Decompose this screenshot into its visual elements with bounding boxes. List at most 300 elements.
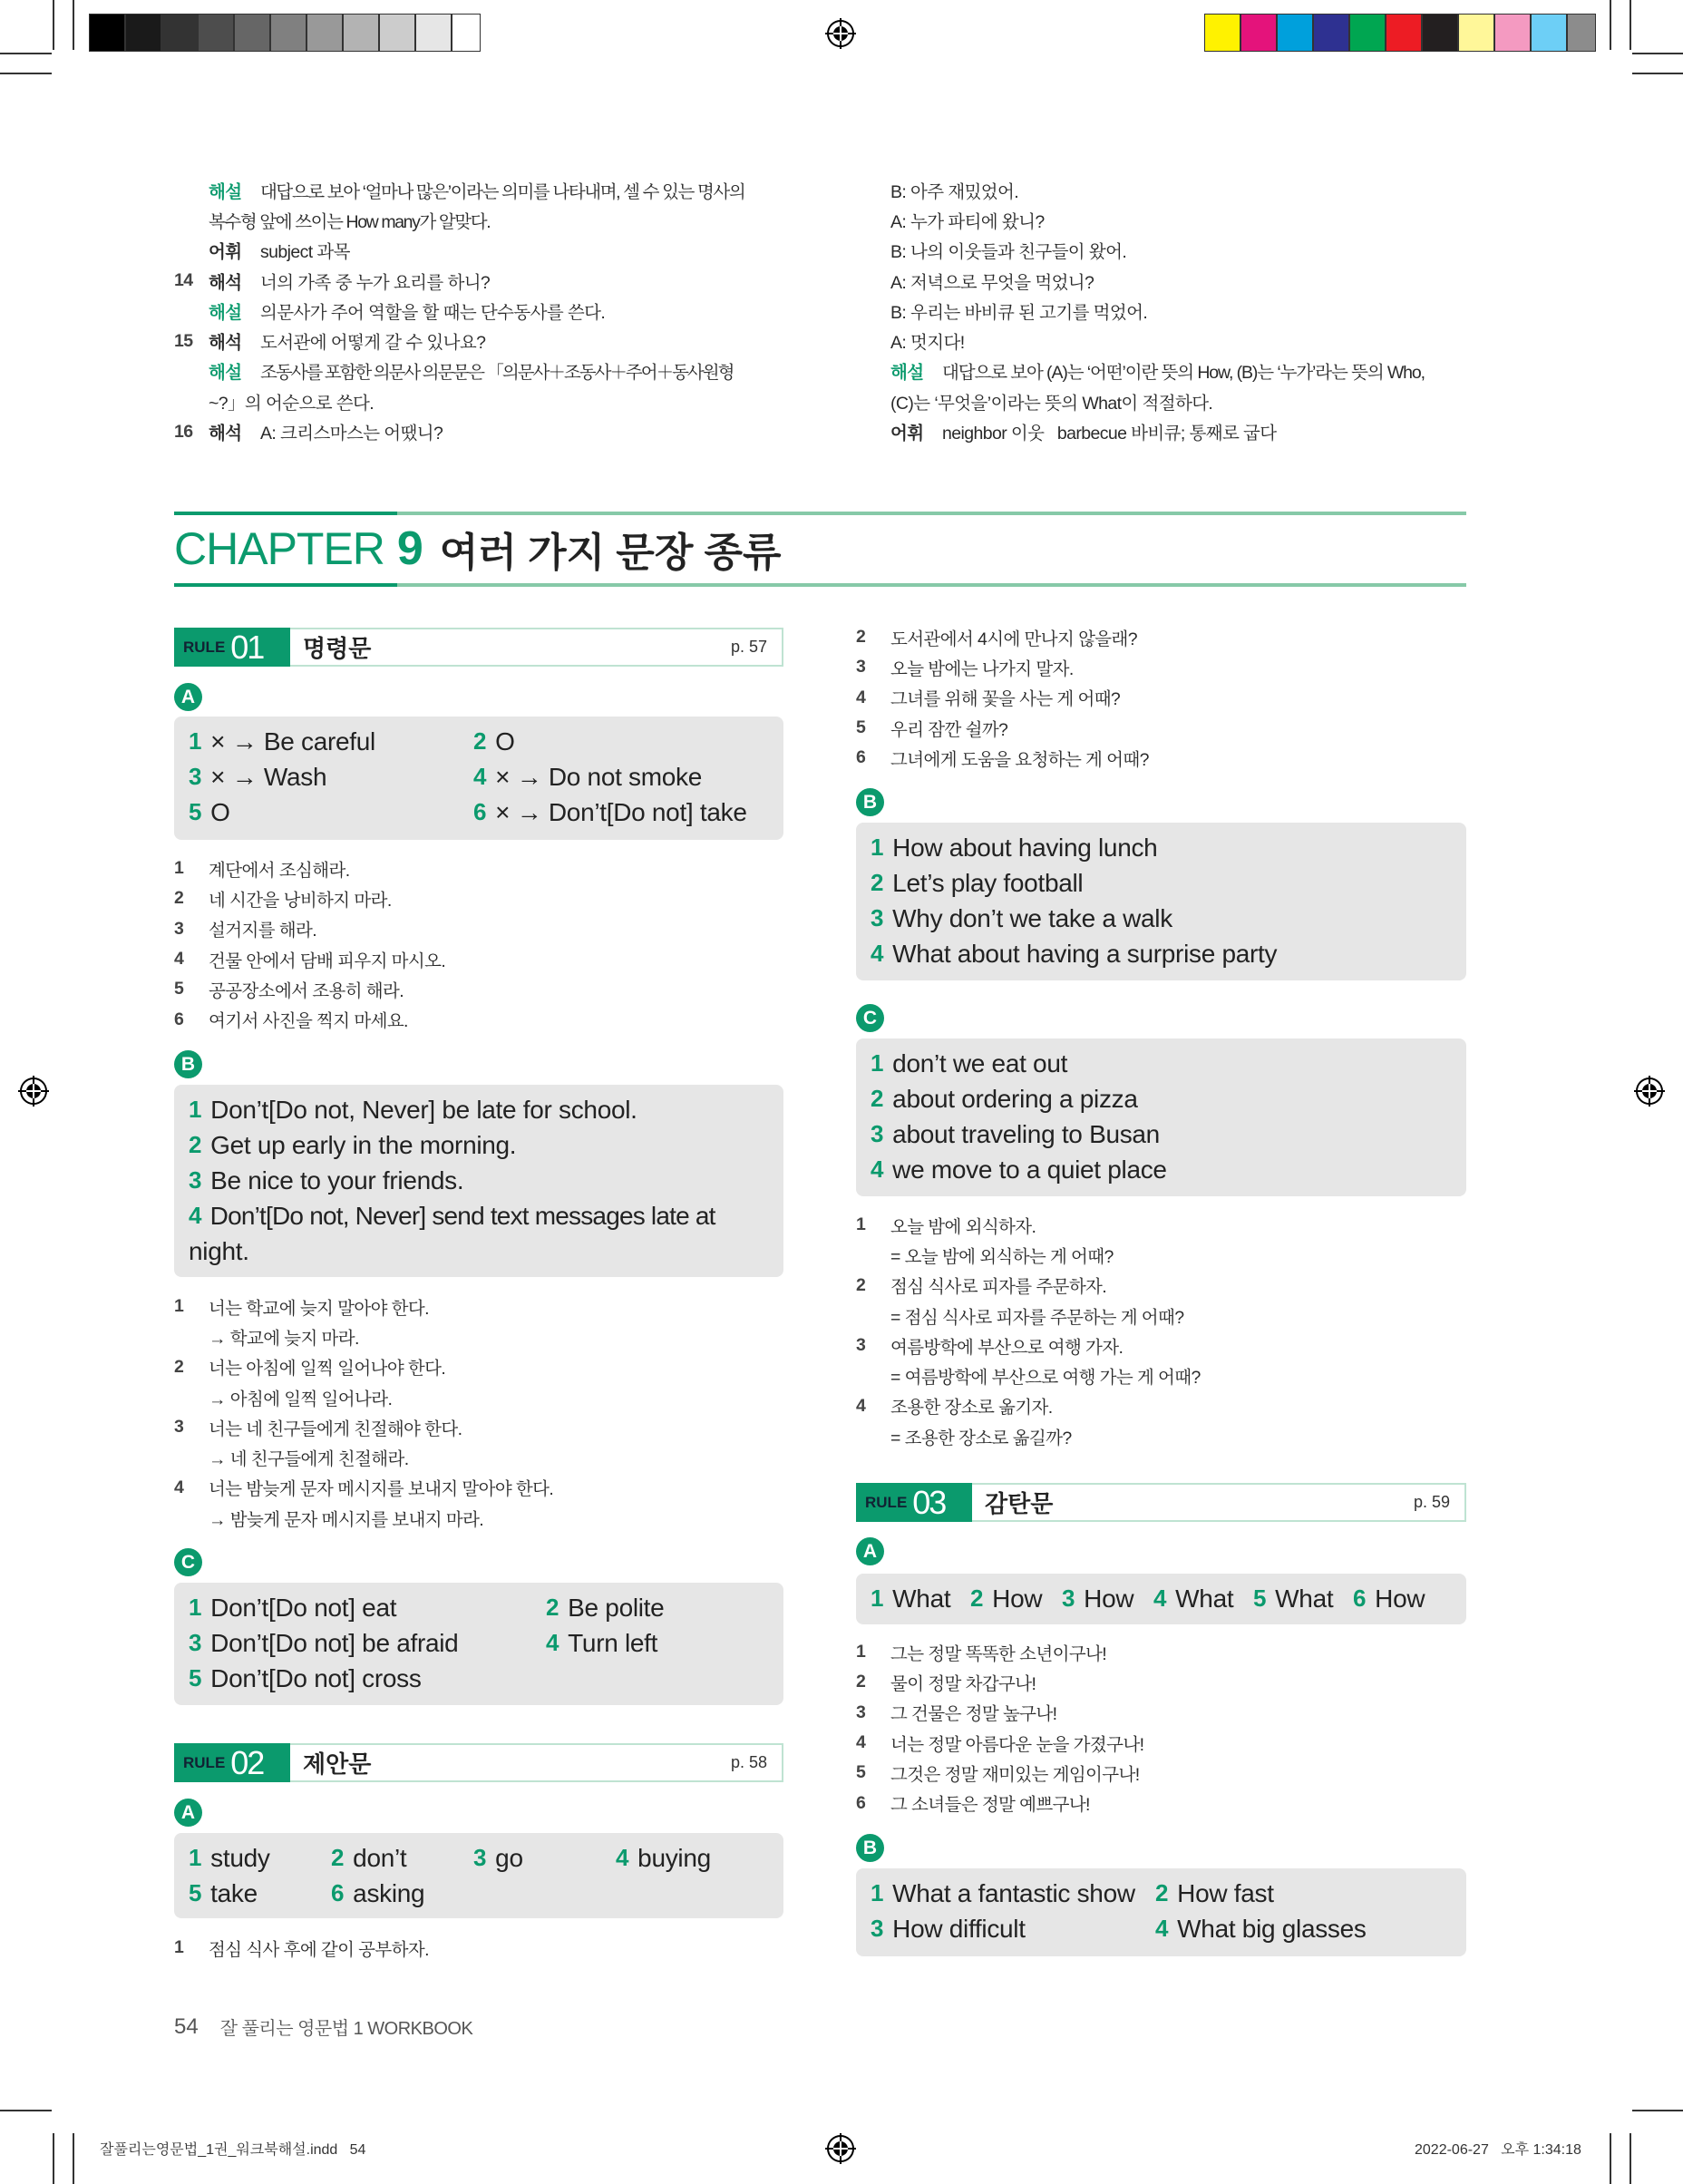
answer-number: 3 [871,1915,884,1942]
answer-text: buying [637,1843,711,1872]
answer-text: × → Don’t[Do not] take [495,797,747,826]
answer-row [871,1911,1452,1946]
answer-row [189,759,769,795]
chapter-word: CHAPTER [174,523,384,574]
rule-label: RULE [183,638,226,656]
translation: 계단에서 조심해라. [209,860,350,881]
line [890,356,1616,386]
item-number: 2 [856,627,866,648]
translation: 너는 정말 아름다운 눈을 가졌구나! [890,1734,1144,1755]
list-item [856,683,1149,713]
answer-text: What big glasses [1177,1914,1367,1943]
answer-box [856,823,1466,980]
item-number: 4 [856,1395,866,1416]
rule-number: 02 [230,1743,264,1781]
answer-number: 4 [546,1629,559,1656]
rule-title: 감탄문 [985,1490,1054,1517]
item-number: 15 [174,330,193,351]
rule-tag [174,1743,290,1782]
answer-text: How fast [1177,1878,1274,1907]
answer-text: take [210,1878,258,1907]
text: 도서관에 어떻게 갈 수 있나요? [260,333,486,354]
translation: 여름방학에 부산으로 여행 가자. [890,1337,1124,1358]
answer-number: 2 [189,1131,202,1158]
translation: 너는 네 친구들에게 친절해야 한다. [209,1419,462,1439]
answer-text: Let’s play football [892,868,1084,897]
translation: 그 소녀들은 정말 예쁘구나! [890,1795,1090,1816]
translation-list [856,1637,1143,1818]
list-item [174,1292,553,1321]
answer-row [871,1046,1452,1081]
answer-text: don’t [353,1843,407,1872]
answer-number: 2 [871,1085,884,1112]
answer-number: 1 [871,1879,884,1906]
answer-row [871,1081,1452,1116]
swatch [306,14,343,52]
answer-text: Don’t[Do not] be afraid [210,1628,459,1657]
label: 해설 [209,363,242,384]
text: A: 누가 파티에 왔니? [890,211,1045,232]
answer-text: asking [353,1878,425,1907]
answer-text: Why don’t we take a walk [892,903,1172,932]
answer-number: 2 [331,1844,345,1871]
line [174,386,845,416]
translation: 그 건물은 정말 높구나! [890,1704,1057,1725]
text: 조동사를 포함한 의문사 의문문은 「의문사＋조동사＋주어＋동사원형 [260,363,734,384]
answer-row [189,1661,769,1696]
line [174,416,845,446]
translation-rewrite: → 밤늦게 문자 메시지를 보내지 마라. [209,1509,484,1530]
answer-text: What about having a surprise party [892,939,1278,968]
swatch [161,14,198,52]
answer-number: 4 [616,1844,629,1871]
answer-text: Don’t[Do not, Never] send text messages late at [209,1201,715,1230]
label: 해설 [209,302,242,323]
answer-row [871,865,1452,901]
answer-text: Turn left [568,1628,658,1657]
answer-row [189,1092,769,1127]
crop-mark [0,73,52,74]
translation-rewrite: = 점심 식사로 피자를 주문하는 게 어때? [890,1307,1184,1328]
list-item [856,1637,1143,1667]
answer-text: Get up early in the morning. [210,1130,517,1159]
text: 대답으로 보아 ‘얼마나 많은’이라는 의미를 나타내며, 셀 수 있는 명사의 [260,181,745,202]
crop-mark [1629,0,1631,50]
answer-number: 1 [189,1594,202,1621]
answer-box [174,1583,783,1705]
line [174,326,845,356]
text: ~?」의 어순으로 쓴다. [209,393,375,414]
label: 어휘 [209,242,242,263]
label: 해석 [209,333,242,354]
answer-text: we move to a quiet place [892,1155,1167,1184]
item-number: 1 [174,1937,184,1958]
label: 해설 [890,363,924,384]
list-item [174,1321,553,1351]
item-number: 3 [856,657,866,678]
item-number: 3 [174,918,184,939]
text: A: 멋지다! [890,333,965,354]
page-footer [174,2013,472,2040]
answer-text: O [495,726,515,756]
crop-mark [1610,0,1611,50]
answer-number: 6 [331,1879,345,1906]
translation: 네 시간을 낭비하지 마라. [209,890,392,911]
crop-mark [0,53,52,54]
answer-text: night. [189,1236,249,1265]
section-b-badge: B [856,788,884,816]
item-number: 3 [856,1335,866,1356]
item-number: 4 [174,949,184,970]
list-item [174,1933,429,1963]
list-item [174,914,445,944]
translation-list [174,1292,553,1533]
item-number: 6 [856,747,866,768]
line [890,236,1616,266]
line [890,266,1616,296]
answer-row [871,1581,1452,1616]
answer-text: O [210,797,230,826]
swatch [1531,14,1567,52]
answer-number: 3 [871,1120,884,1147]
list-item [856,1210,1201,1240]
translation: 도서관에서 4시에 만나지 않을래? [890,629,1138,649]
page-reference: p. 58 [730,1753,767,1771]
rule-01-header [174,628,783,667]
crop-mark [73,0,74,50]
translation: 우리 잠깐 쉴까? [890,719,1008,740]
swatch [270,14,306,52]
answer-text: study [210,1843,270,1872]
answer-row [189,1127,769,1163]
translation: 그는 정말 똑똑한 소년이구나! [890,1643,1107,1664]
answer-number: 5 [1253,1584,1267,1612]
page-reference: p. 57 [730,638,767,656]
translation-list [856,622,1149,773]
crop-mark [1610,2133,1611,2184]
translation: 오늘 밤에 외식하자. [890,1216,1036,1237]
item-number: 1 [856,1214,866,1235]
answer-number: 3 [189,763,202,790]
answer-text: Be nice to your friends. [210,1165,464,1194]
answer-number: 4 [189,1202,201,1229]
answer-number: 2 [473,727,487,755]
swatch [1204,14,1240,52]
answer-text: × → Wash [210,762,327,791]
list-item [856,1240,1201,1270]
section-a-badge: A [174,1799,202,1827]
answer-text: How [1084,1584,1134,1613]
item-number: 5 [856,1762,866,1783]
registration-mark-icon [825,2133,856,2164]
answer-box [856,1868,1466,1956]
list-item [174,944,445,974]
slug-timestamp: 2022-06-27 오후 1:34:18 [1415,2142,1581,2158]
translation-rewrite: = 조용한 장소로 옮길까? [890,1428,1072,1448]
translation: 조용한 장소로 옮기자. [890,1398,1053,1419]
item-number: 3 [856,1701,866,1722]
swatch [234,14,270,52]
section-a-badge: A [856,1537,884,1565]
line [174,356,845,386]
chapter-number: 9 [396,522,423,575]
translation-rewrite: = 여름방학에 부산으로 여행 가는 게 어때? [890,1368,1201,1389]
translation-list [856,1210,1201,1451]
line [890,205,1616,235]
item-number: 4 [856,687,866,707]
text: A: 크리스마스는 어땠니? [260,424,443,444]
answer-text: What [1175,1584,1234,1613]
list-item [174,1473,553,1503]
answer-row [189,1163,769,1198]
translation: 그것은 정말 재미있는 게임이구나! [890,1764,1140,1785]
answer-row [189,724,769,759]
answer-number: 2 [1155,1879,1169,1906]
line [890,296,1616,326]
translation: 건물 안에서 담배 피우지 마시오. [209,951,446,971]
answer-number: 6 [473,798,487,825]
answer-row [189,1625,769,1661]
section-c-badge: C [174,1548,202,1576]
crop-mark [1632,53,1683,54]
rule-label: RULE [183,1753,226,1771]
text: 의문사가 주어 역할을 할 때는 단수동사를 쓴다. [260,302,606,323]
answer-number: 2 [970,1584,984,1612]
swatch [1458,14,1494,52]
rule-number: 03 [912,1483,946,1521]
crop-mark [53,2133,54,2184]
answer-text: How difficult [892,1914,1026,1943]
swatch [379,14,415,52]
answer-box [174,717,783,840]
item-number: 6 [174,1009,184,1029]
swatch [1494,14,1531,52]
rule-title: 제안문 [303,1750,372,1778]
swatch [1240,14,1277,52]
line [174,296,845,326]
item-number: 2 [856,1672,866,1692]
list-item [856,652,1149,682]
list-item [856,1301,1201,1331]
page-number: 54 [174,2013,199,2039]
item-number: 1 [174,858,184,879]
section-a-badge: A [174,683,202,711]
label: 해설 [209,181,242,202]
translation: 물이 정말 차갑구나! [890,1673,1036,1694]
crop-mark [1629,2133,1631,2184]
translation: 오늘 밤에는 나가지 말자. [890,658,1074,679]
answer-number: 3 [871,904,884,931]
answer-box [856,1038,1466,1196]
registration-mark-icon [1634,1076,1665,1107]
item-number: 5 [174,979,184,999]
item-number: 2 [174,1356,184,1377]
swatch [89,14,125,52]
rule-tag [856,1483,972,1522]
text: 복수형 앞에 쓰이는 How many가 알맞다. [209,211,491,232]
translation: 너는 밤늦게 문자 메시지를 보내지 말아야 한다. [209,1479,554,1500]
answer-text: How [992,1584,1043,1613]
list-item [856,1271,1201,1301]
list-item [856,622,1149,652]
answer-row [871,830,1452,865]
answer-text: What a fantastic show [892,1878,1135,1907]
answer-row [189,1840,769,1876]
list-item [856,1698,1143,1728]
answer-text: don’t we eat out [892,1048,1068,1077]
answer-row [871,1116,1452,1152]
list-item [856,743,1149,773]
translation: 그녀를 위해 꽃을 사는 게 어때? [890,689,1121,710]
answer-text: What [1275,1584,1334,1613]
registration-mark-icon [825,18,856,49]
text: 너의 가족 중 누가 요리를 하니? [260,272,491,293]
item-number: 1 [174,1296,184,1317]
section-b-badge: B [856,1834,884,1862]
answer-row [189,795,769,830]
answer-text: about traveling to Busan [892,1119,1160,1148]
translation-rewrite: → 네 친구들에게 친절해라. [209,1449,409,1470]
list-item [174,1503,553,1533]
list-item [856,1667,1143,1697]
crop-mark [1632,73,1683,74]
answer-number: 4 [871,940,884,967]
answer-number: 1 [189,727,202,755]
text: B: 아주 재밌었어. [890,181,1019,202]
item-number: 14 [174,270,193,291]
answer-text: How about having lunch [892,833,1158,862]
line [890,416,1616,446]
answer-text: Don’t[Do not] cross [210,1663,422,1692]
item-number: 2 [174,888,184,909]
rule-number: 01 [230,628,264,666]
swatch [125,14,161,52]
list-item [856,1391,1201,1421]
answer-row [871,1876,1452,1911]
answer-box [174,1085,783,1277]
book-title: 잘 풀리는 영문법 1 WORKBOOK [219,2019,473,2039]
answer-number: 6 [1353,1584,1367,1612]
list-item [174,1352,553,1382]
section-c-badge: C [856,1004,884,1032]
answer-text: Don’t[Do not, Never] be late for school. [210,1095,637,1124]
answer-number: 1 [189,1096,202,1123]
item-number: 4 [174,1477,184,1497]
text: 대답으로 보아 (A)는 ‘어떤’이란 뜻의 How, (B)는 ‘누가’라는 뜻의 Who, [942,363,1425,384]
answer-row [871,936,1452,971]
text: B: 나의 이웃들과 친구들이 왔어. [890,242,1127,263]
line [890,175,1616,205]
crop-mark [0,2110,52,2111]
item-number: 3 [174,1417,184,1438]
translation-list [174,1933,429,1963]
answer-number: 4 [1155,1915,1169,1942]
list-item [174,1412,553,1442]
list-item [174,1004,445,1034]
list-item [856,1360,1201,1390]
list-item [856,1421,1201,1451]
answer-number: 1 [871,834,884,861]
swatch [415,14,452,52]
answer-text: × → Be careful [210,726,375,756]
answer-number: 4 [473,763,487,790]
list-item [856,1728,1143,1758]
swatch [1277,14,1313,52]
label: 해석 [209,424,242,444]
answer-text: Be polite [568,1593,665,1622]
chapter-rule-bottom [174,583,1466,587]
line [174,175,845,205]
item-number: 16 [174,421,193,442]
item-number: 5 [856,717,866,738]
answer-number: 2 [546,1594,559,1621]
text: subject 과목 [260,242,350,263]
answer-text: × → Do not smoke [495,762,703,791]
list-item [174,883,445,913]
translation: 공공장소에서 조용히 해라. [209,980,404,1001]
text: A: 저녁으로 무엇을 먹었니? [890,272,1094,293]
answer-number: 1 [189,1844,202,1871]
list-item [856,1331,1201,1360]
translation-rewrite: → 학교에 늦지 마라. [209,1328,359,1349]
swatch [452,14,481,52]
line [890,386,1616,416]
list-item [174,853,445,883]
swatch [198,14,234,52]
answer-text: How [1375,1584,1425,1613]
item-number: 6 [856,1792,866,1813]
swatch [1313,14,1349,52]
list-item [856,1788,1143,1818]
rule-title: 명령문 [303,635,372,662]
item-number: 1 [856,1642,866,1662]
answer-number: 5 [189,798,202,825]
answer-row [871,1152,1452,1187]
translation-list [174,853,445,1035]
answer-number: 3 [473,1844,487,1871]
chapter-heading [174,519,782,579]
translation: 여기서 사진을 찍지 마세요. [209,1011,408,1032]
list-item [174,1382,553,1412]
answer-row [189,1876,769,1911]
text: B: 우리는 바비큐 된 고기를 먹었어. [890,302,1148,323]
rule-tag [174,628,290,667]
answer-number: 5 [189,1879,202,1906]
list-item [856,1758,1143,1788]
label: 해석 [209,272,242,293]
answer-text: What [892,1584,951,1613]
swatch [1349,14,1386,52]
answer-text: Don’t[Do not] eat [210,1593,397,1622]
translation-rewrite: → 아침에 일찍 일어나라. [209,1389,393,1409]
crop-mark [73,2133,74,2184]
line [174,266,845,296]
item-number: 2 [856,1274,866,1295]
answer-text: about ordering a pizza [892,1084,1138,1113]
slug-filename: 잘풀리는영문법_1권_워크북해설.indd 54 [100,2142,366,2158]
rule-03-header [856,1483,1466,1522]
answer-number: 1 [871,1584,884,1612]
answer-row [871,901,1452,936]
translation: 너는 아침에 일찍 일어나야 한다. [209,1359,446,1380]
answer-number: 3 [189,1629,202,1656]
translation: 점심 식사 후에 같이 공부하자. [209,1939,429,1960]
item-number: 4 [856,1732,866,1753]
explanation-block-left [174,175,845,447]
text: (C)는 ‘무엇을’이라는 뜻의 What이 적절하다. [890,393,1213,414]
text: neighbor 이웃 barbecue 바비큐; 통째로 굽다 [942,424,1277,444]
answer-number: 4 [1153,1584,1167,1612]
